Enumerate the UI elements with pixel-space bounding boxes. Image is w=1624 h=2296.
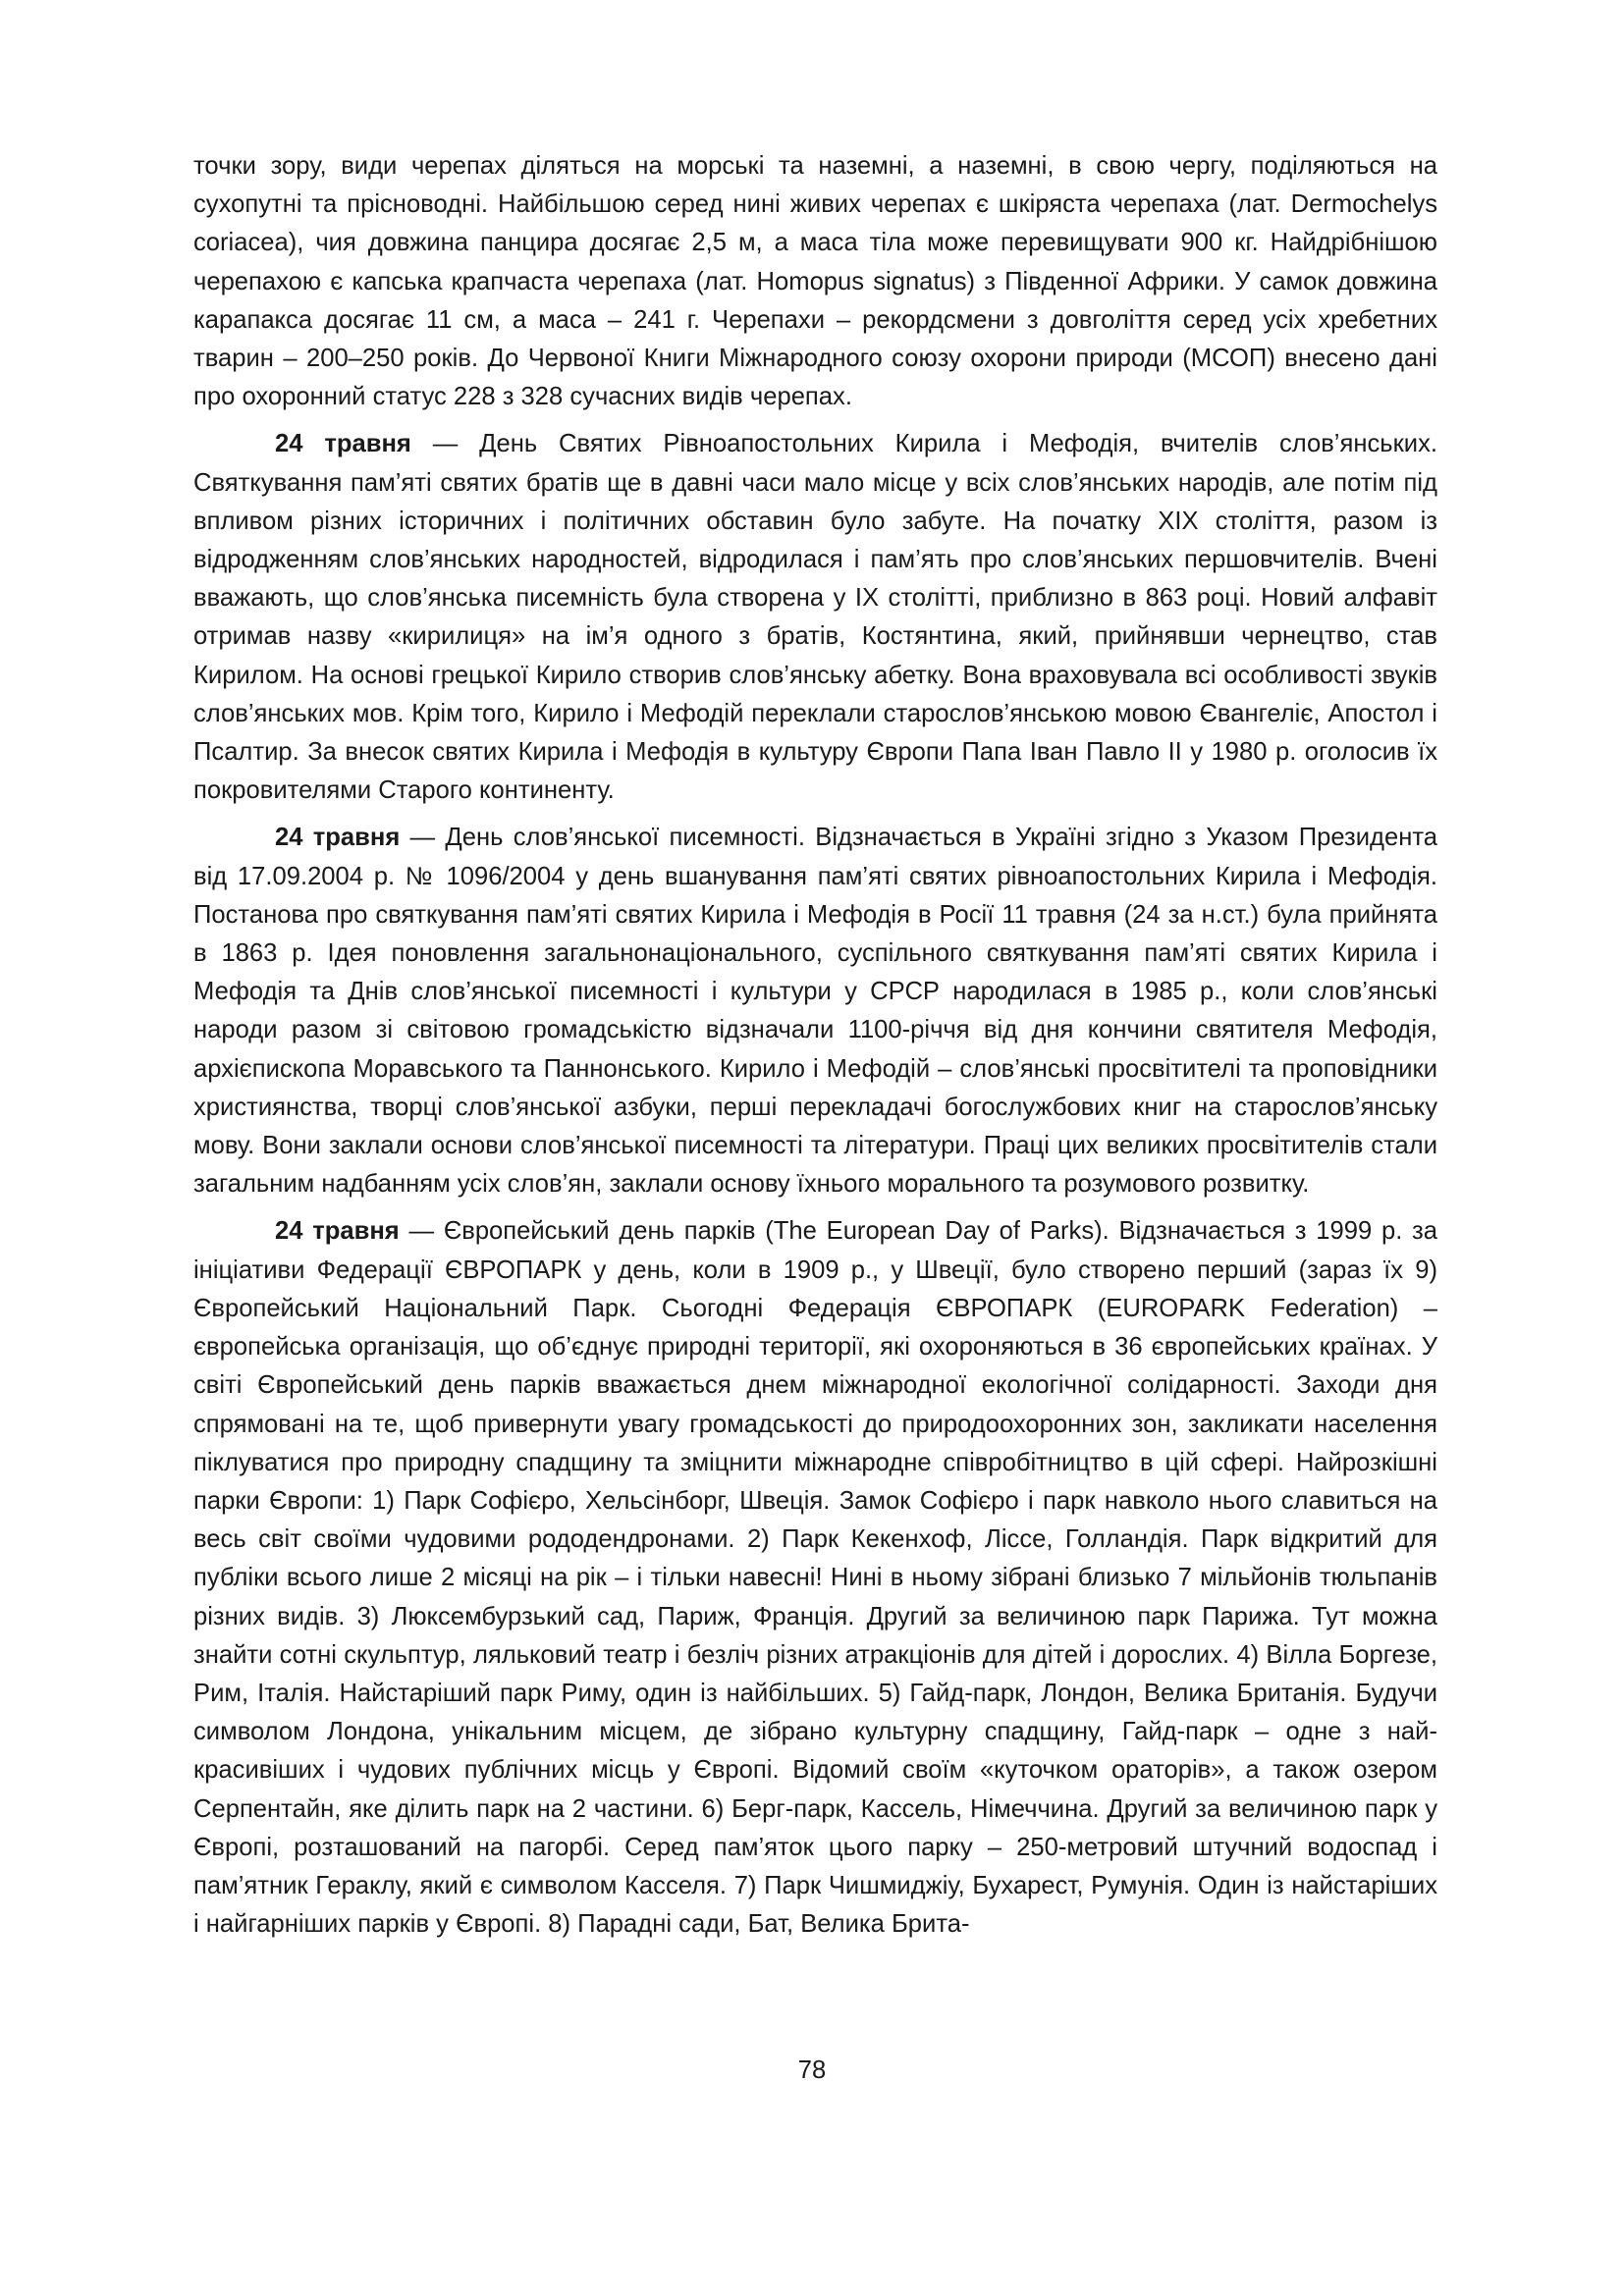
paragraph-text: — День слов’янської писемності. Відзначається в Україні згідно з Указом Президента від 17.09.2004 р. № 1096/2004 у день вшанування пам’яті святих рівноапостольних Кирила і Мефодія. Постанова про святкування пам’яті святих Кирила і Мефодія в Росії 11 травня (24 за н.ст.) була прийнята в 1863 р. Ідея поновлення загальнонаціонального, суспільного святкування пам’яті святих Кирила і Мефодія та Днів слов’янської писемності і культури у СРСР народилася в 1985 р., коли слов’янські народи разом зі світовою громадськістю відзначали 1100-річчя від дня кончини святителя Мефодія, архієпископа Моравського та Паннонського. Кирило і Мефодій – слов’янські просвітителі та проповідники християнства, творці слов’янської азбуки, перші перекладачі богослужбових книг на старослов’янську мову. Вони заклали основи слов’янської писемності та літератури. Праці цих великих просвітителів стали загальним надбанням усіх слов’ян, заклали основу їхнього морального та розумового розвитку. [193, 824, 1437, 1199]
paragraph-date: 24 травня [275, 824, 401, 852]
paragraph-text: точки зору, види черепах діляться на морські та наземні, а наземні, в свою чергу, поділяються на сухопутні та прісноводні. Найбільшою серед нині живих черепах є шкіряста черепаха (лат. Dermochelys coriacea), чия довжина панцира досягає 2,5 м, а маса тіла може перевищувати 900 кг. Найдрібнішою черепахою є капська крапчаста черепаха (лат. Homopus signatus) з Південної Африки. У самок довжина карапакса досягає 11 см, а маса – 241 г. Черепахи – рекордсмени з довголіття серед усіх хребетних тварин – 200–250 років. До Червоної Книги Міжнародного союзу охорони природи (МСОП) внесено дані про охоронний статус 228 з 328 сучасних видів черепах. [193, 152, 1437, 411]
paragraph-turtles [193, 147, 1437, 416]
page-number: 78 [797, 2056, 827, 2084]
paragraph-date: 24 травня [275, 1217, 400, 1246]
paragraph-slavic-writing-day [193, 819, 1437, 1203]
paragraph-european-parks-day [193, 1212, 1437, 1944]
paragraph-text: — Європейський день парків (The European Day of Parks). Відзначається з 1999 р. за ініціативи Федерації ЄВРОПАРК у день, коли в 1909 р., у Швеції, було створено перший (зараз їх 9) Європейський Національний Парк. Сьогодні Федерація ЄВРОПАРК (EUROPARK Federation) – європейська організація, що об’єднує природні території, які охороняються в 36 європейських країнах. У світі Європейський день парків вважається днем міжнародної екологічної солідарності. Заходи дня спрямовані на те, щоб привернути увагу громадськості до природоохоронних зон, закликати населення піклуватися про природну спадщину та зміцнити міжнародне співробітництво в цій сфері. Найрозкішні парки Європи: 1) Парк Софієро, Хельсінборг, Швеція. Замок Софієро і парк навколо нього славиться на весь світ своїми чудовими рододендронами. 2) Парк Кекенхоф, Ліссе, Голландія. Парк відкритий для публіки всього лише 2 місяці на рік – і тільки навесні! Нині в ньому зібрані близько 7 мільйонів тюльпанів різних видів. 3) Люксембурзький сад, Париж, Франція. Другий за величиною парк Парижа. Тут можна знайти сотні скульптур, ляльковий театр і безліч різних атракціонів для дітей і дорослих. 4) Вілла Боргезе, Рим, Італія. Найстаріший парк Риму, один із найбільших. 5) Гайд-парк, Лондон, Велика Британія. Будучи символом Лондона, унікальним місцем, де зібрано культурну спадщину, Гайд-парк – одне з найкрасивіших і чудових публічних місць у Європі. Відомий своїм «куточком ораторів», а також озером Серпентайн, яке ділить парк на 2 частини. 6) Берг-парк, Кассель, Німеччина. Другий за величиною парк у Європі, розташований на пагорбі. Серед пам’яток цього парку – 250-метровий штучний водоспад і пам’ятник Гераклу, який є символом Касселя. 7) Парк Чишмиджіу, Бухарест, Румунія. Один із найстаріших і найгарніших парків у Європі. 8) Парадні сади, Бат, Велика Брита- [193, 1217, 1438, 1939]
paragraph-text: — День Святих Рівноапостольних Кирила і Мефодія, вчителів слов’янських. Святкування пам’яті святих братів ще в давні часи мало місце у всіх слов’янських народів, але потім під впливом різних історичних і політичних обставин було забуте. На початку XIX століття, разом із відродженням слов’янських народностей, відродилася і пам’ять про слов’янських першовчителів. Вчені вважають, що слов’янська писемність була створена у IX столітті, приблизно в 863 році. Новий алфавіт отримав назву «кирилиця» на ім’я одного з братів, Костянтина, який, прийнявши чернецтво, став Кирилом. На основі грецької Кирило створив слов’янську абетку. Вона враховувала всі особливості звуків слов’янських мов. Крім того, Кирило і Мефодій переклали старослов’янською мовою Євангеліє, Апостол і Псалтир. За внесок святих Кирила і Мефодія в культуру Європи Папа Іван Павло II у 1980 р. оголосив їх покровителями Старого континенту. [193, 430, 1438, 805]
paragraph-cyril-methodius-day [193, 425, 1437, 810]
document-page [193, 147, 1437, 1952]
paragraph-date: 24 травня [275, 430, 411, 458]
